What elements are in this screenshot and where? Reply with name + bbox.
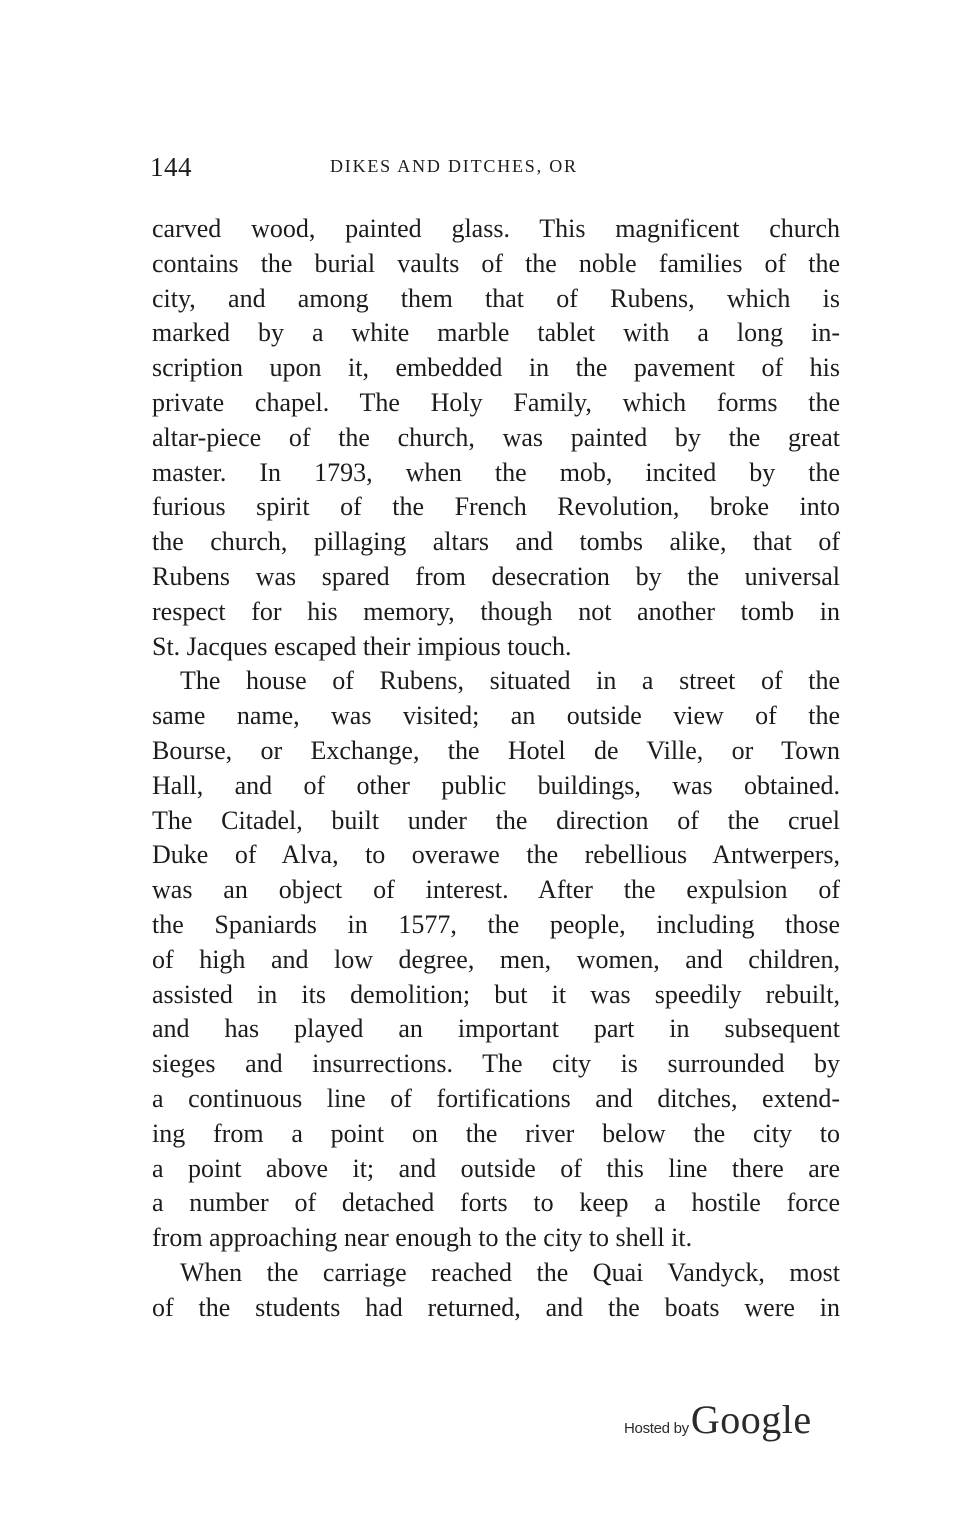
- text-line: a number of detached forts to keep a hostile force: [152, 1188, 840, 1218]
- text-line: from approaching near enough to the city to shell it.: [152, 1223, 693, 1253]
- text-line: contains the burial vaults of the noble families of the: [152, 248, 840, 278]
- text-line: private chapel. The Holy Family, which forms the: [152, 387, 840, 417]
- google-logo: Google: [690, 1397, 812, 1442]
- text-line: sieges and insurrections. The city is surrounded by: [152, 1049, 840, 1079]
- text-line: scription upon it, embedded in the pavement of his: [152, 353, 840, 383]
- text-line: Duke of Alva, to overawe the rebellious Antwerpers,: [152, 840, 840, 870]
- text-line: a point above it; and outside of this line there are: [152, 1153, 840, 1183]
- text-line: marked by a white marble tablet with a long in-: [152, 318, 840, 348]
- paragraph: [152, 664, 840, 1256]
- text-line: of high and low degree, men, women, and children,: [152, 944, 840, 974]
- google-attribution: [624, 1396, 812, 1446]
- text-line: Bourse, or Exchange, the Hotel de Ville, or Town: [152, 735, 840, 765]
- paragraph: [152, 212, 840, 664]
- text-line: When the carriage reached the Quai Vandyck, most: [180, 1257, 840, 1287]
- text-line: master. In 1793, when the mob, incited by the: [152, 457, 840, 487]
- page-number: 144: [150, 152, 192, 182]
- body-text: [152, 212, 840, 1326]
- text-line: of the students had returned, and the boats were in: [152, 1292, 840, 1322]
- paragraph: [152, 1256, 840, 1326]
- text-line: city, and among them that of Rubens, which is: [152, 283, 840, 313]
- text-line: ing from a point on the river below the city to: [152, 1118, 840, 1148]
- text-line: St. Jacques escaped their impious touch.: [152, 631, 572, 661]
- text-line: the church, pillaging altars and tombs alike, that of: [152, 527, 840, 557]
- text-line: respect for his memory, though not another tomb in: [152, 596, 840, 626]
- text-line: the Spaniards in 1577, the people, including those: [152, 909, 840, 939]
- text-line: same name, was visited; an outside view of the: [152, 701, 840, 731]
- text-line: The Citadel, built under the direction of the cruel: [152, 805, 840, 835]
- text-line: and has played an important part in subsequent: [152, 1014, 840, 1044]
- text-line: Hall, and of other public buildings, was obtained.: [152, 770, 840, 800]
- text-line: altar-piece of the church, was painted by the great: [152, 422, 840, 452]
- running-head: [150, 152, 840, 184]
- hosted-by-label: Hosted by: [624, 1420, 689, 1437]
- text-line: carved wood, painted glass. This magnificent church: [152, 214, 840, 243]
- running-title: DIKES AND DITCHES, OR: [330, 156, 578, 176]
- text-line: Rubens was spared from desecration by the universal: [152, 561, 840, 591]
- text-line: furious spirit of the French Revolution, broke into: [152, 492, 840, 522]
- text-line: a continuous line of fortifications and ditches, extend-: [152, 1083, 840, 1113]
- text-line: assisted in its demolition; but it was speedily rebuilt,: [152, 979, 840, 1009]
- text-line: was an object of interest. After the expulsion of: [152, 875, 840, 905]
- text-line: The house of Rubens, situated in a street of the: [180, 666, 840, 696]
